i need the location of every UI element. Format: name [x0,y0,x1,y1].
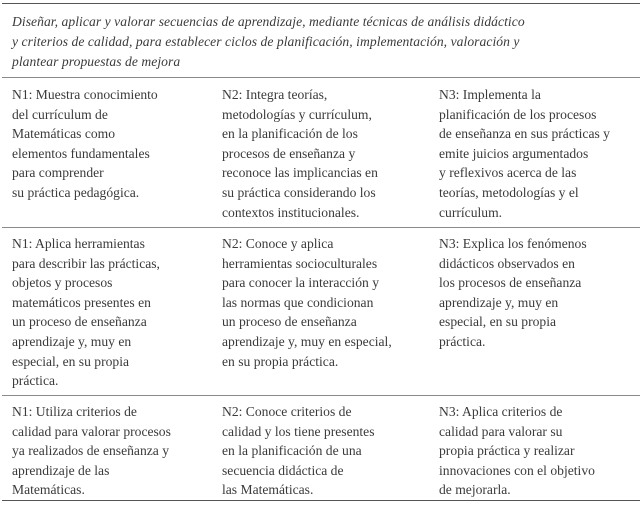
header-line: Diseñar, aplicar y valorar secuencias de aprendizaje, mediante técnicas de análisis didáctico [12,14,525,29]
cell-line: contextos institucionales. [222,204,360,220]
cell-line: y reflexivos acerca de las [439,165,577,181]
cell-line: planificación de los procesos [439,106,597,122]
cell-line: para comprender [12,165,104,181]
table-header-competency [12,12,638,72]
table-top-rule [2,3,640,4]
cell-line: de enseñanza en sus prácticas y [439,126,610,142]
row-divider-rule [2,395,640,396]
cell-row1-level3 [439,85,639,222]
cell-line: N3: Explica los fenómenos [439,236,587,251]
cell-line: un proceso de enseñanza [222,314,357,330]
cell-line: aprendizaje y, muy en especial, [222,333,392,349]
cell-line: las Matemáticas. [222,482,314,498]
cell-line: las normas que condicionan [222,294,374,310]
cell-line: emite juicios argumentados [439,145,589,161]
cell-line: Matemáticas como [12,126,116,142]
cell-line: de mejorarla. [439,482,511,498]
cell-row1-level1 [12,85,217,203]
cell-line: N1: Aplica herramientas [12,236,145,251]
cell-row2-level1 [12,234,217,391]
cell-line: reconoce las implicancias en [222,165,378,181]
cell-line: currículum. [439,204,503,220]
cell-row1-level2 [222,85,434,222]
cell-line: didácticos observados en [439,255,575,271]
cell-line: su práctica pedagógica. [12,184,140,200]
cell-line: su práctica considerando los [222,184,376,200]
cell-line: especial, en su propia [439,314,557,330]
cell-line: aprendizaje de las [12,462,110,478]
cell-line: propia práctica y realizar [439,443,575,459]
cell-line: herramientas socioculturales [222,255,378,271]
cell-line: ya realizados de enseñanza y [12,443,169,459]
cell-line: para conocer la interacción y [222,275,379,291]
cell-line: Matemáticas. [12,482,85,498]
cell-line: en su propia práctica. [222,353,339,369]
cell-line: N3: Aplica criterios de [439,404,563,419]
cell-row3-level2 [222,402,434,500]
cell-line: los procesos de enseñanza [439,275,582,291]
cell-line: N2: Conoce y aplica [222,236,334,251]
cell-line: procesos de enseñanza y [222,145,356,161]
header-line: plantear propuestas de mejora [12,54,181,69]
cell-line: objetos y procesos [12,275,113,291]
row-divider-rule [2,227,640,228]
cell-line: metodologías y currículum, [222,106,372,122]
cell-line: en la planificación de una [222,443,362,459]
cell-row2-level3 [439,234,639,352]
cell-line: calidad para valorar su [439,423,563,439]
cell-line: N3: Implementa la [439,87,541,102]
header-line: y criterios de calidad, para establecer ciclos de planificación, implementación, valoración y [12,34,520,49]
cell-line: aprendizaje y, muy en [12,333,132,349]
cell-line: práctica. [12,373,59,389]
cell-row3-level3 [439,402,639,500]
cell-line: para describir las prácticas, [12,255,160,271]
cell-line: especial, en su propia [12,353,130,369]
cell-row2-level2 [222,234,434,371]
cell-line: matemáticos presentes en [12,294,151,310]
cell-line: N1: Utiliza criterios de [12,404,137,419]
table-bottom-rule [2,500,640,501]
header-divider-rule [2,77,640,78]
cell-line: secuencia didáctica de [222,462,344,478]
cell-line: N1: Muestra conocimiento [12,87,158,102]
cell-line: calidad y los tiene presentes [222,423,375,439]
cell-line: un proceso de enseñanza [12,314,147,330]
cell-line: teorías, metodologías y el [439,184,579,200]
cell-row3-level1 [12,402,217,500]
cell-line: aprendizaje y, muy en [439,294,559,310]
cell-line: innovaciones con el objetivo [439,462,595,478]
cell-line: en la planificación de los [222,126,358,142]
cell-line: práctica. [439,333,486,349]
cell-line: N2: Integra teorías, [222,87,328,102]
cell-line: elementos fundamentales [12,145,150,161]
cell-line: calidad para valorar procesos [12,423,171,439]
cell-line: N2: Conoce criterios de [222,404,352,419]
cell-line: del currículum de [12,106,108,122]
